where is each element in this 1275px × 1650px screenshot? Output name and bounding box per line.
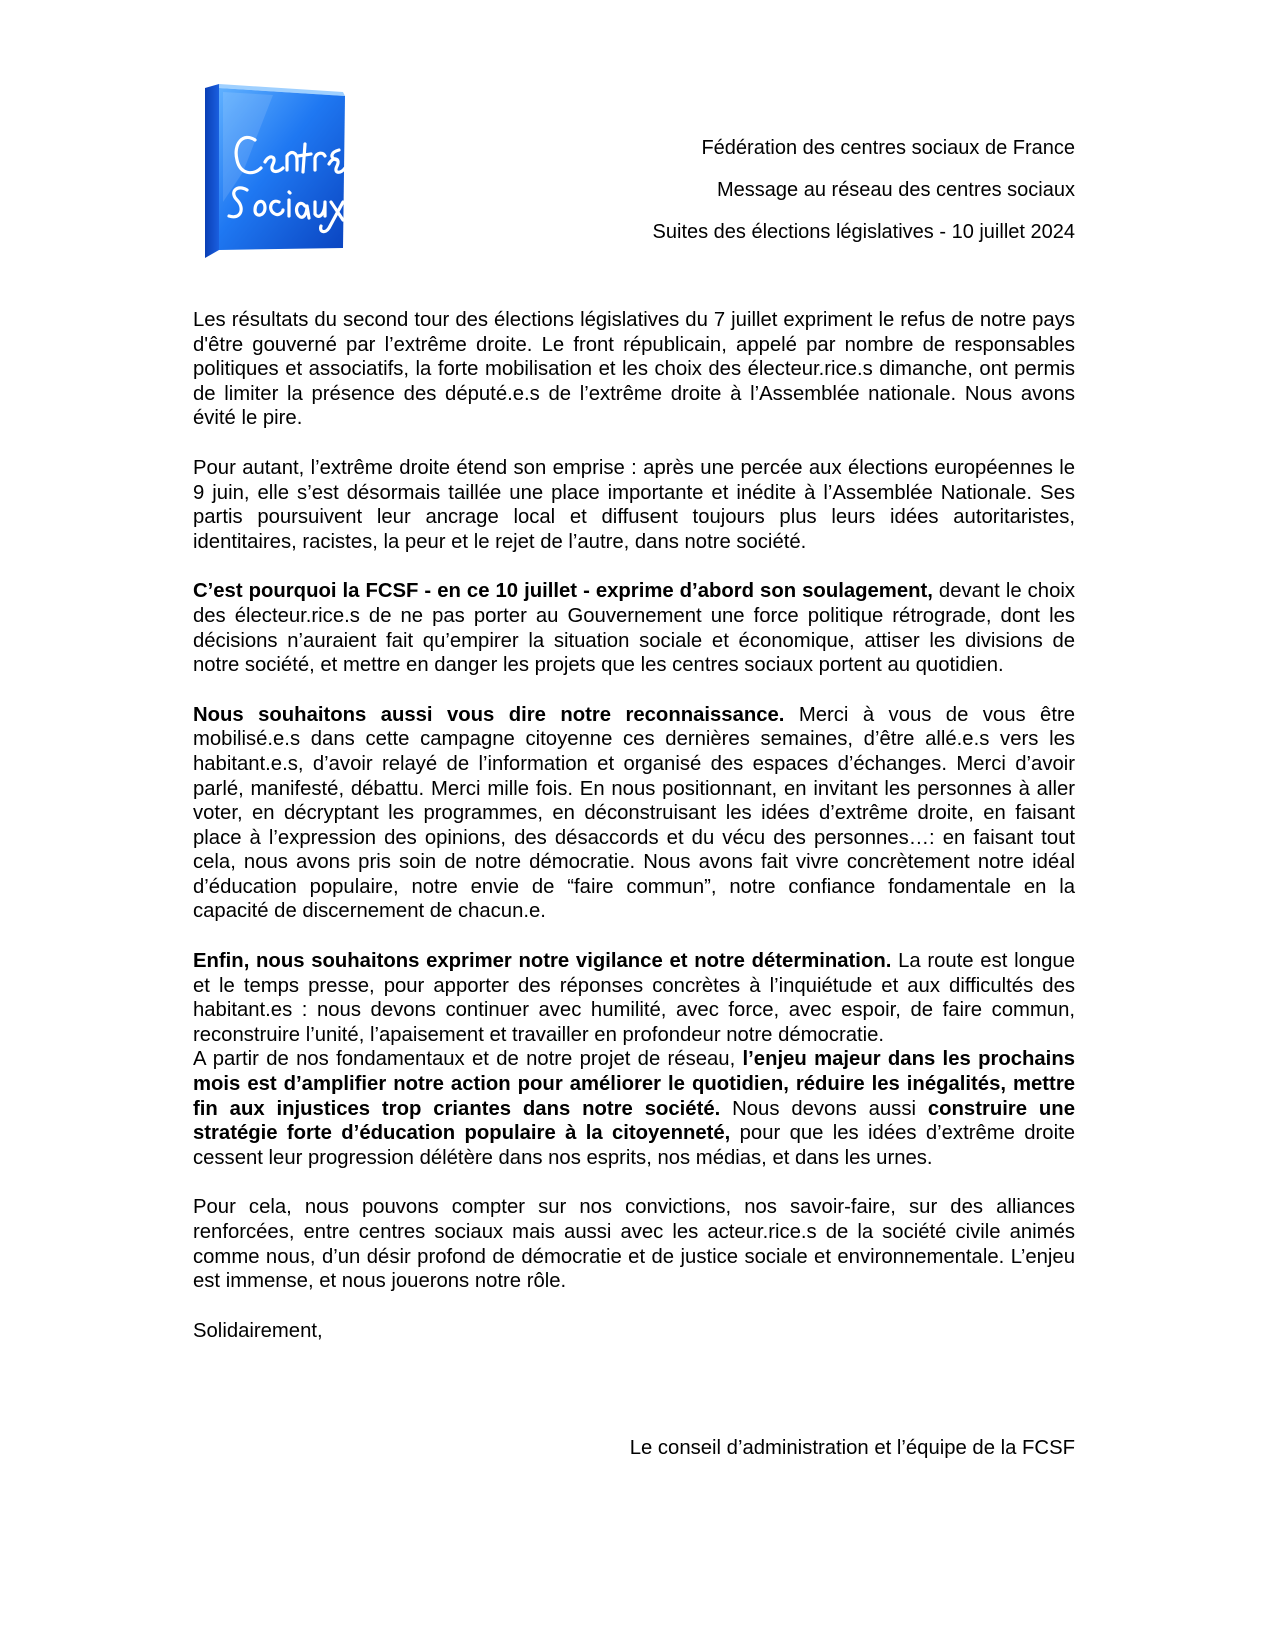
paragraph-4 [193,703,1075,924]
document-subject: Suites des élections législatives - 10 juillet 2024 [652,221,1075,243]
paragraph-6-middle: Nous devons aussi [720,1097,928,1120]
paragraph-6-end: pour que les idées d’extrême droite cessent leur progression délétère dans nos esprits, nos médias, et dans les urnes. [193,1122,1075,1169]
paragraph-2: Pour autant, l’extrême droite étend son emprise : après une percée aux élections européennes le 9 juin, elle s’est désormais taillée une place importante et inédite à l’Assemblée Nationale. Ses partis poursuivent leur ancrage local et diffusent toujours plus leurs idées autoritaristes, identitaires, racistes, la peur et le rejet de l’autre, dans notre société. [193,456,1075,553]
paragraph-3-text: devant le choix des électeur.rice.s de ne pas porter au Gouvernement une force politique rétrograde, dont les décisions n’auraient fait qu’empirer la situation sociale et économique, attiser les divisions de notre société, et mettre en danger les projets que les centres sociaux portent au quotidien. [193,580,1076,677]
paragraph-5-emphasis: Enfin, nous souhaitons exprimer notre vigilance et notre détermination. [193,950,892,973]
paragraph-5 [193,949,1075,1047]
document-header [653,138,1075,264]
paragraph-6-emphasis-2: construire une stratégie forte d’éducation populaire à la citoyenneté, [193,1097,1075,1145]
signature: Le conseil d’administration et l’équipe de la FCSF [629,1437,1075,1459]
organization-name: Fédération des centres sociaux de France [701,137,1075,159]
closing-salutation: Solidairement, [193,1319,323,1342]
paragraph-1: Les résultats du second tour des élections législatives du 7 juillet expriment le refus de notre pays d'être gouverné par l’extrême droite. Le front républicain, appelé par nombre de responsables politiques et associatifs, la forte mobilisation et les choix des électeur.rice.s dimanche, ont permis de limiter la présence des député.e.s de l’extrême droite à l’Assemblée nationale. Nous avons évité le pire. [193,309,1075,430]
letter-body [193,308,1075,1368]
paragraph-4-emphasis: Nous souhaitons aussi vous dire notre reconnaissance. [193,703,785,726]
paragraph-7: Pour cela, nous pouvons compter sur nos convictions, nos savoir-faire, sur des alliances renforcées, entre centres sociaux mais aussi avec les acteur.rice.s de la société civile animés comme nous, d’un désir profond de démocratie et de justice sociale et environnementale. L’enjeu est immense, et nous jouerons notre rôle. [193,1196,1075,1293]
paragraph-3 [193,579,1075,677]
paragraph-6-intro: A partir de nos fondamentaux et de notre projet de réseau, [193,1048,743,1071]
centres-sociaux-logo [203,82,355,260]
logo-graphic [203,82,355,260]
paragraph-6 [193,1047,1075,1170]
paragraph-6-emphasis-1: l’enjeu majeur dans les prochains mois est d’amplifier notre action pour améliorer le quotidien, réduire les inégalités, mettre fin aux injustices trop criantes dans notre société. [193,1048,1075,1120]
paragraph-4-text: Merci à vous de vous être mobilisé.e.s dans cette campagne citoyenne ces dernières semaines, d’être allé.e.s vers les habitant.e.s, d’avoir relayé de l’information et organisé des espaces d’échanges. Merci d’avoir parlé, manifesté, débattu. Merci mille fois. En nous positionnant, en invitant les personnes à aller voter, en décryptant les programmes, en déconstruisant les idées d’extrême droite, en faisant place à l’expression des opinions, des désaccords et du vécu des personnes…: en faisant tout cela, nous avons pris soin de notre démocratie. Nous avons fait vivre concrètement notre idéal d’éducation populaire, notre envie de “faire commun”, notre confiance fondamentale en la capacité de discernement de chacun.e. [193,703,1075,923]
paragraph-3-emphasis: C’est pourquoi la FCSF - en ce 10 juillet - exprime d’abord son soulagement, [193,580,933,603]
document-subtitle: Message au réseau des centres sociaux [717,179,1075,201]
paragraph-5-text: La route est longue et le temps presse, pour apporter des réponses concrètes à l’inquiétude et aux difficultés des habitant.es : nous devons continuer avec humilité, avec force, avec espoir, de faire commun, reconstruire l’unité, l’apaisement et travailler en profondeur notre démocratie. [193,950,1075,1046]
